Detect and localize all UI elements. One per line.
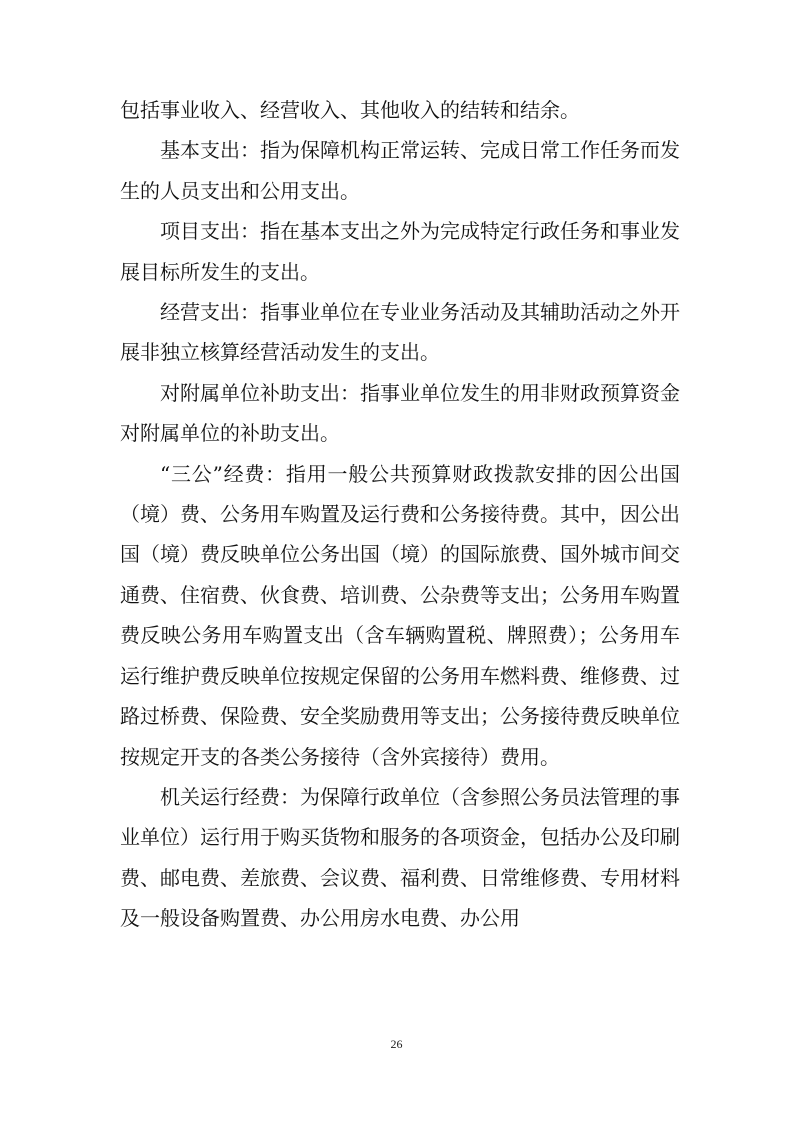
paragraph-revenue-carryover: 包括事业收入、经营收入、其他收入的结转和结余。 — [120, 98, 580, 122]
document-body — [120, 90, 680, 939]
paragraph-basic-expenditure: 基本支出：指为保障机构正常运转、完成日常工作任务而发生的人员支出和公用支出。 — [120, 138, 680, 203]
paragraph-three-public-expenses: “三公”经费：指用一般公共预算财政拨款安排的因公出国（境）费、公务用车购置及运行费和公务接待费。其中，因公出国（境）费反映单位公务出国（境）的国际旅费、国外城市间交通费、住宿费、伙食费、培训费、公杂费等支出；公务用车购置费反映公务用车购置支出（含车辆购置税、牌照费）；公务用车运行维护费反映单位按规定保留的公务用车燃料费、维修费、过路过桥费、保险费、安全奖励费用等支出；公务接待费反映单位按规定开支的各类公务接待（含外宾接待）费用。 — [120, 461, 680, 769]
paragraph-project-expenditure: 项目支出：指在基本支出之外为完成特定行政任务和事业发展目标所发生的支出。 — [120, 219, 680, 284]
paragraph-agency-operating-funds: 机关运行经费：为保障行政单位（含参照公务员法管理的事业单位）运行用于购买货物和服务的各项资金，包括办公及印刷费、邮电费、差旅费、会议费、福利费、日常维修费、专用材料及一般设备购置费、办公用房水电费、办公用 — [120, 784, 680, 931]
paragraph-operating-expenditure: 经营支出：指事业单位在专业业务活动及其辅助活动之外开展非独立核算经营活动发生的支出。 — [120, 300, 680, 365]
paragraph-subsidiary-subsidy: 对附属单位补助支出：指事业单位发生的用非财政预算资金对附属单位的补助支出。 — [120, 380, 680, 446]
page-number: 26 — [390, 1037, 403, 1051]
